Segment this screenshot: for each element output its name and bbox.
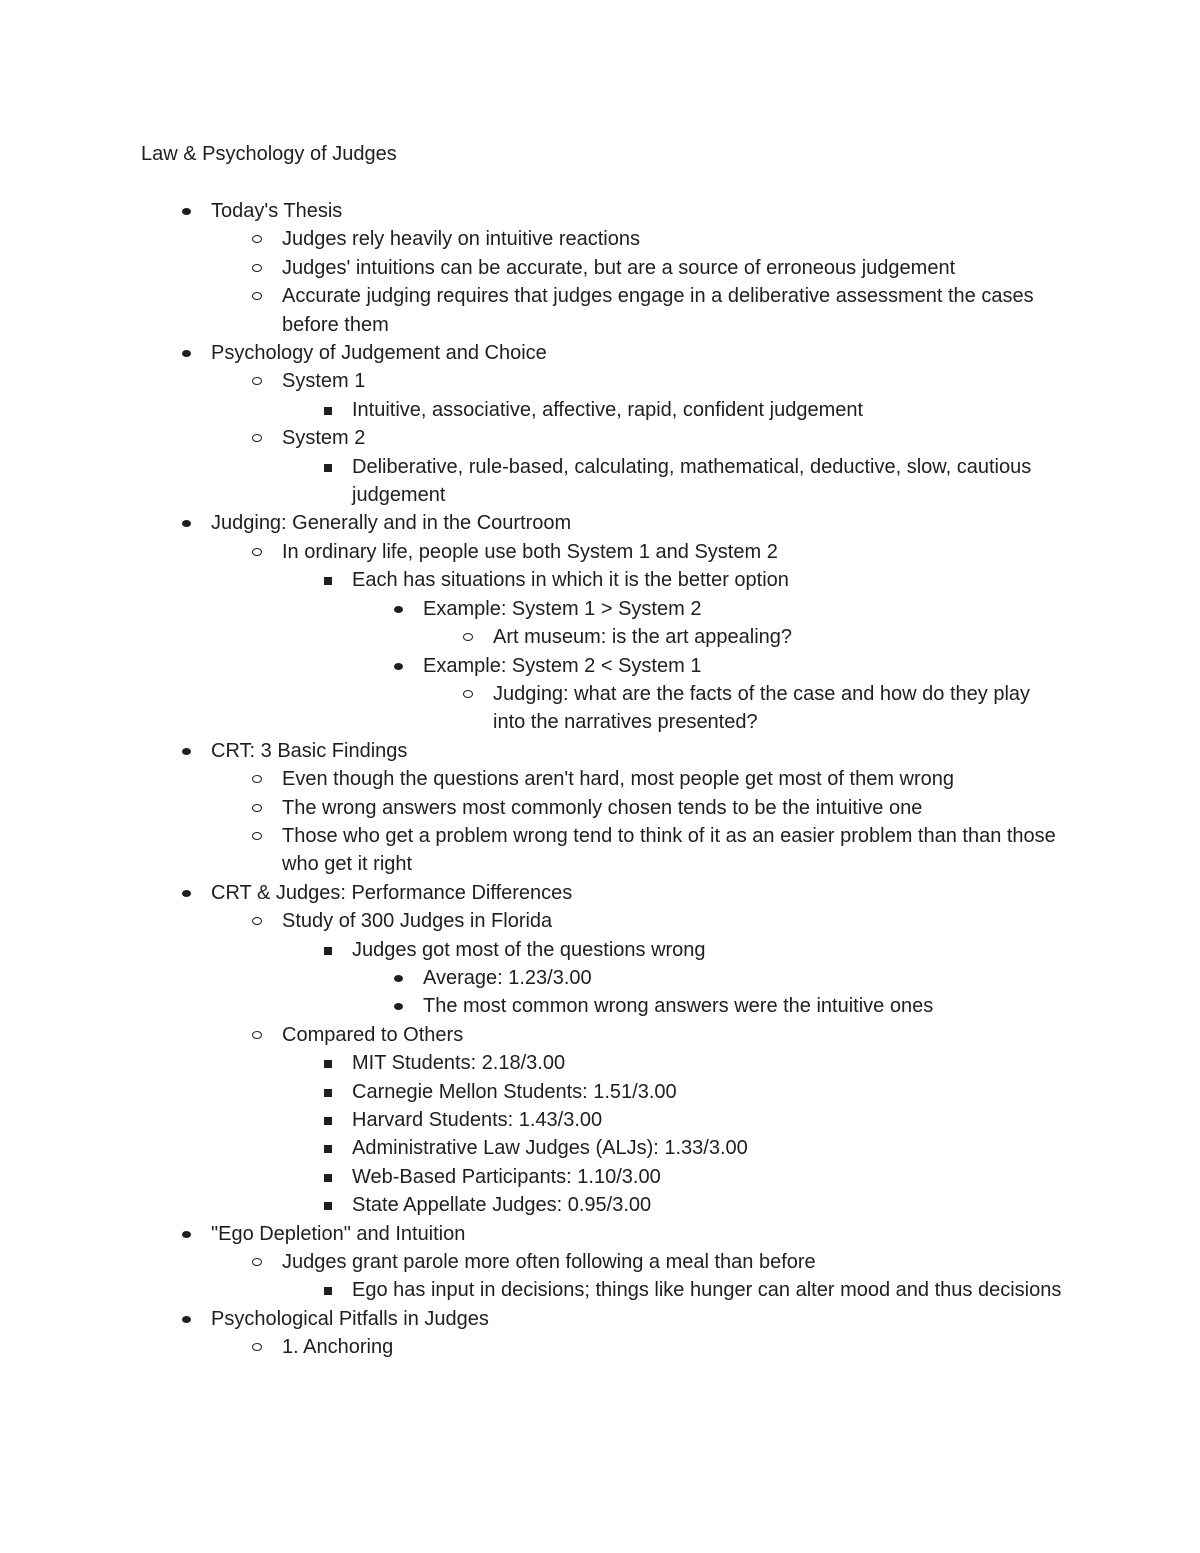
square-bullet-icon (318, 936, 338, 964)
outline-item-text: Study of 300 Judges in Florida (282, 910, 553, 933)
outline-item-level-1 (0, 822, 1200, 879)
disc-bullet-icon (390, 595, 410, 623)
outline-item-text: Web-Based Participants: 1.10/3.00 (352, 1165, 661, 1188)
square-bullet-icon (318, 1276, 338, 1304)
outline-item-level-1 (0, 794, 1200, 822)
circle-bullet-icon (249, 1248, 269, 1276)
outline-item-text: Today's Thesis (211, 200, 343, 222)
circle-bullet-icon (249, 367, 269, 395)
outline-item-level-2 (0, 1134, 1200, 1162)
outline-item-level-0 (0, 197, 1200, 225)
outline-item-level-2 (0, 1106, 1200, 1134)
square-bullet-icon (318, 566, 338, 594)
square-bullet-icon (318, 1191, 338, 1219)
outline-item-text: Those who get a problem wrong tend to think of it as an easier problem than than those who get it right (282, 824, 1056, 876)
circle-bullet-icon (249, 538, 269, 566)
disc-bullet-icon (390, 652, 410, 680)
outline-item-text: Deliberative, rule-based, calculating, mathematical, deductive, slow, cautious judgement (352, 455, 1032, 507)
outline-item-level-0 (0, 1220, 1200, 1248)
outline-item-level-2 (0, 1191, 1200, 1219)
disc-bullet-icon (178, 737, 198, 765)
outline-item-text: Each has situations in which it is the better option (352, 569, 789, 592)
outline-item-level-0 (0, 737, 1200, 765)
outline-item-level-3 (0, 992, 1200, 1020)
circle-bullet-icon (249, 282, 269, 310)
outline-item-level-3 (0, 964, 1200, 992)
outline-item-level-2 (0, 396, 1200, 424)
disc-bullet-icon (178, 1305, 198, 1333)
outline-item-level-0 (0, 339, 1200, 367)
disc-bullet-icon (178, 509, 198, 537)
circle-bullet-icon (249, 225, 269, 253)
outline-item-text: Judges grant parole more often following a meal than before (282, 1251, 816, 1274)
outline-item-text: Ego has input in decisions; things like hunger can alter mood and thus decisions (352, 1279, 1062, 1302)
square-bullet-icon (318, 1106, 338, 1134)
outline-item-level-2 (0, 453, 1200, 510)
circle-bullet-icon (460, 623, 480, 651)
circle-bullet-icon (249, 254, 269, 282)
outline-item-text: Accurate judging requires that judges engage in a deliberative assessment the cases before them (282, 285, 1034, 336)
outline-item-text: Psychology of Judgement and Choice (211, 342, 547, 365)
disc-bullet-icon (390, 992, 410, 1020)
outline-item-text: Carnegie Mellon Students: 1.51/3.00 (352, 1080, 677, 1103)
outline-item-text: Judging: what are the facts of the case and how do they play into the narratives presented? (493, 682, 1031, 734)
outline-item-text: Administrative Law Judges (ALJs): 1.33/3.00 (352, 1137, 748, 1160)
circle-bullet-icon (249, 1333, 269, 1361)
outline-item-level-1 (0, 424, 1200, 452)
outline-item-text: System 1 (282, 370, 366, 393)
outline-item-level-2 (0, 1276, 1200, 1304)
outline-item-text: Even though the questions aren't hard, most people get most of them wrong (282, 768, 955, 791)
outline-item-level-2 (0, 936, 1200, 964)
disc-bullet-icon (178, 1220, 198, 1248)
outline-item-text: Compared to Others (282, 1023, 464, 1046)
outline-item-level-1 (0, 1333, 1200, 1361)
outline-item-text: CRT & Judges: Performance Differences (211, 881, 573, 904)
outline-item-level-3 (0, 652, 1200, 680)
square-bullet-icon (318, 453, 338, 481)
bullet-outline (0, 197, 1200, 1362)
outline-item-text: Harvard Students: 1.43/3.00 (352, 1109, 603, 1131)
outline-item-level-0 (0, 509, 1200, 537)
disc-bullet-icon (178, 197, 198, 225)
outline-item-text: Art museum: is the art appealing? (493, 626, 793, 649)
outline-item-level-1 (0, 367, 1200, 395)
outline-item-text: Judges rely heavily on intuitive reactions (282, 228, 640, 251)
outline-item-level-4 (0, 623, 1200, 651)
outline-item-level-1 (0, 1021, 1200, 1049)
square-bullet-icon (318, 396, 338, 424)
disc-bullet-icon (178, 879, 198, 907)
circle-bullet-icon (249, 1021, 269, 1049)
outline-item-level-0 (0, 1305, 1200, 1333)
circle-bullet-icon (249, 907, 269, 935)
outline-item-text: Judging: Generally and in the Courtroom (211, 512, 572, 535)
outline-item-level-1 (0, 538, 1200, 566)
outline-item-level-4 (0, 680, 1200, 737)
outline-item-level-2 (0, 1078, 1200, 1106)
circle-bullet-icon (249, 794, 269, 822)
outline-item-text: 1. Anchoring (282, 1336, 394, 1359)
document-title: Law & Psychology of Judges (141, 143, 397, 165)
square-bullet-icon (318, 1049, 338, 1077)
outline-item-level-0 (0, 879, 1200, 907)
outline-item-text: Average: 1.23/3.00 (423, 966, 592, 989)
square-bullet-icon (318, 1078, 338, 1106)
outline-item-level-3 (0, 595, 1200, 623)
circle-bullet-icon (460, 680, 480, 708)
outline-item-level-2 (0, 1163, 1200, 1191)
outline-item-text: Psychological Pitfalls in Judges (211, 1307, 489, 1330)
outline-item-text: In ordinary life, people use both System 1 and System 2 (282, 540, 778, 563)
outline-item-text: Example: System 1 > System 2 (423, 597, 702, 620)
circle-bullet-icon (249, 822, 269, 850)
outline-item-text: State Appellate Judges: 0.95/3.00 (352, 1194, 652, 1217)
outline-item-level-1 (0, 765, 1200, 793)
outline-item-level-1 (0, 225, 1200, 253)
outline-item-level-1 (0, 1248, 1200, 1276)
disc-bullet-icon (390, 964, 410, 992)
outline-item-level-2 (0, 566, 1200, 594)
outline-item-level-1 (0, 282, 1200, 339)
outline-item-text: Intuitive, associative, affective, rapid, confident judgement (352, 398, 864, 421)
circle-bullet-icon (249, 424, 269, 452)
square-bullet-icon (318, 1163, 338, 1191)
disc-bullet-icon (178, 339, 198, 367)
outline-item-level-1 (0, 254, 1200, 282)
outline-item-text: CRT: 3 Basic Findings (211, 739, 408, 762)
outline-item-text: The wrong answers most commonly chosen tends to be the intuitive one (282, 796, 923, 819)
outline-item-text: Example: System 2 < System 1 (423, 654, 702, 677)
outline-item-level-2 (0, 1049, 1200, 1077)
outline-item-text: "Ego Depletion" and Intuition (211, 1222, 466, 1245)
square-bullet-icon (318, 1134, 338, 1162)
outline-item-text: System 2 (282, 427, 366, 450)
outline-item-level-1 (0, 907, 1200, 935)
outline-item-text: The most common wrong answers were the intuitive ones (423, 995, 934, 1018)
circle-bullet-icon (249, 765, 269, 793)
outline-item-text: Judges got most of the questions wrong (352, 938, 706, 961)
outline-item-text: Judges' intuitions can be accurate, but are a source of erroneous judgement (282, 256, 956, 279)
outline-item-text: MIT Students: 2.18/3.00 (352, 1052, 566, 1075)
